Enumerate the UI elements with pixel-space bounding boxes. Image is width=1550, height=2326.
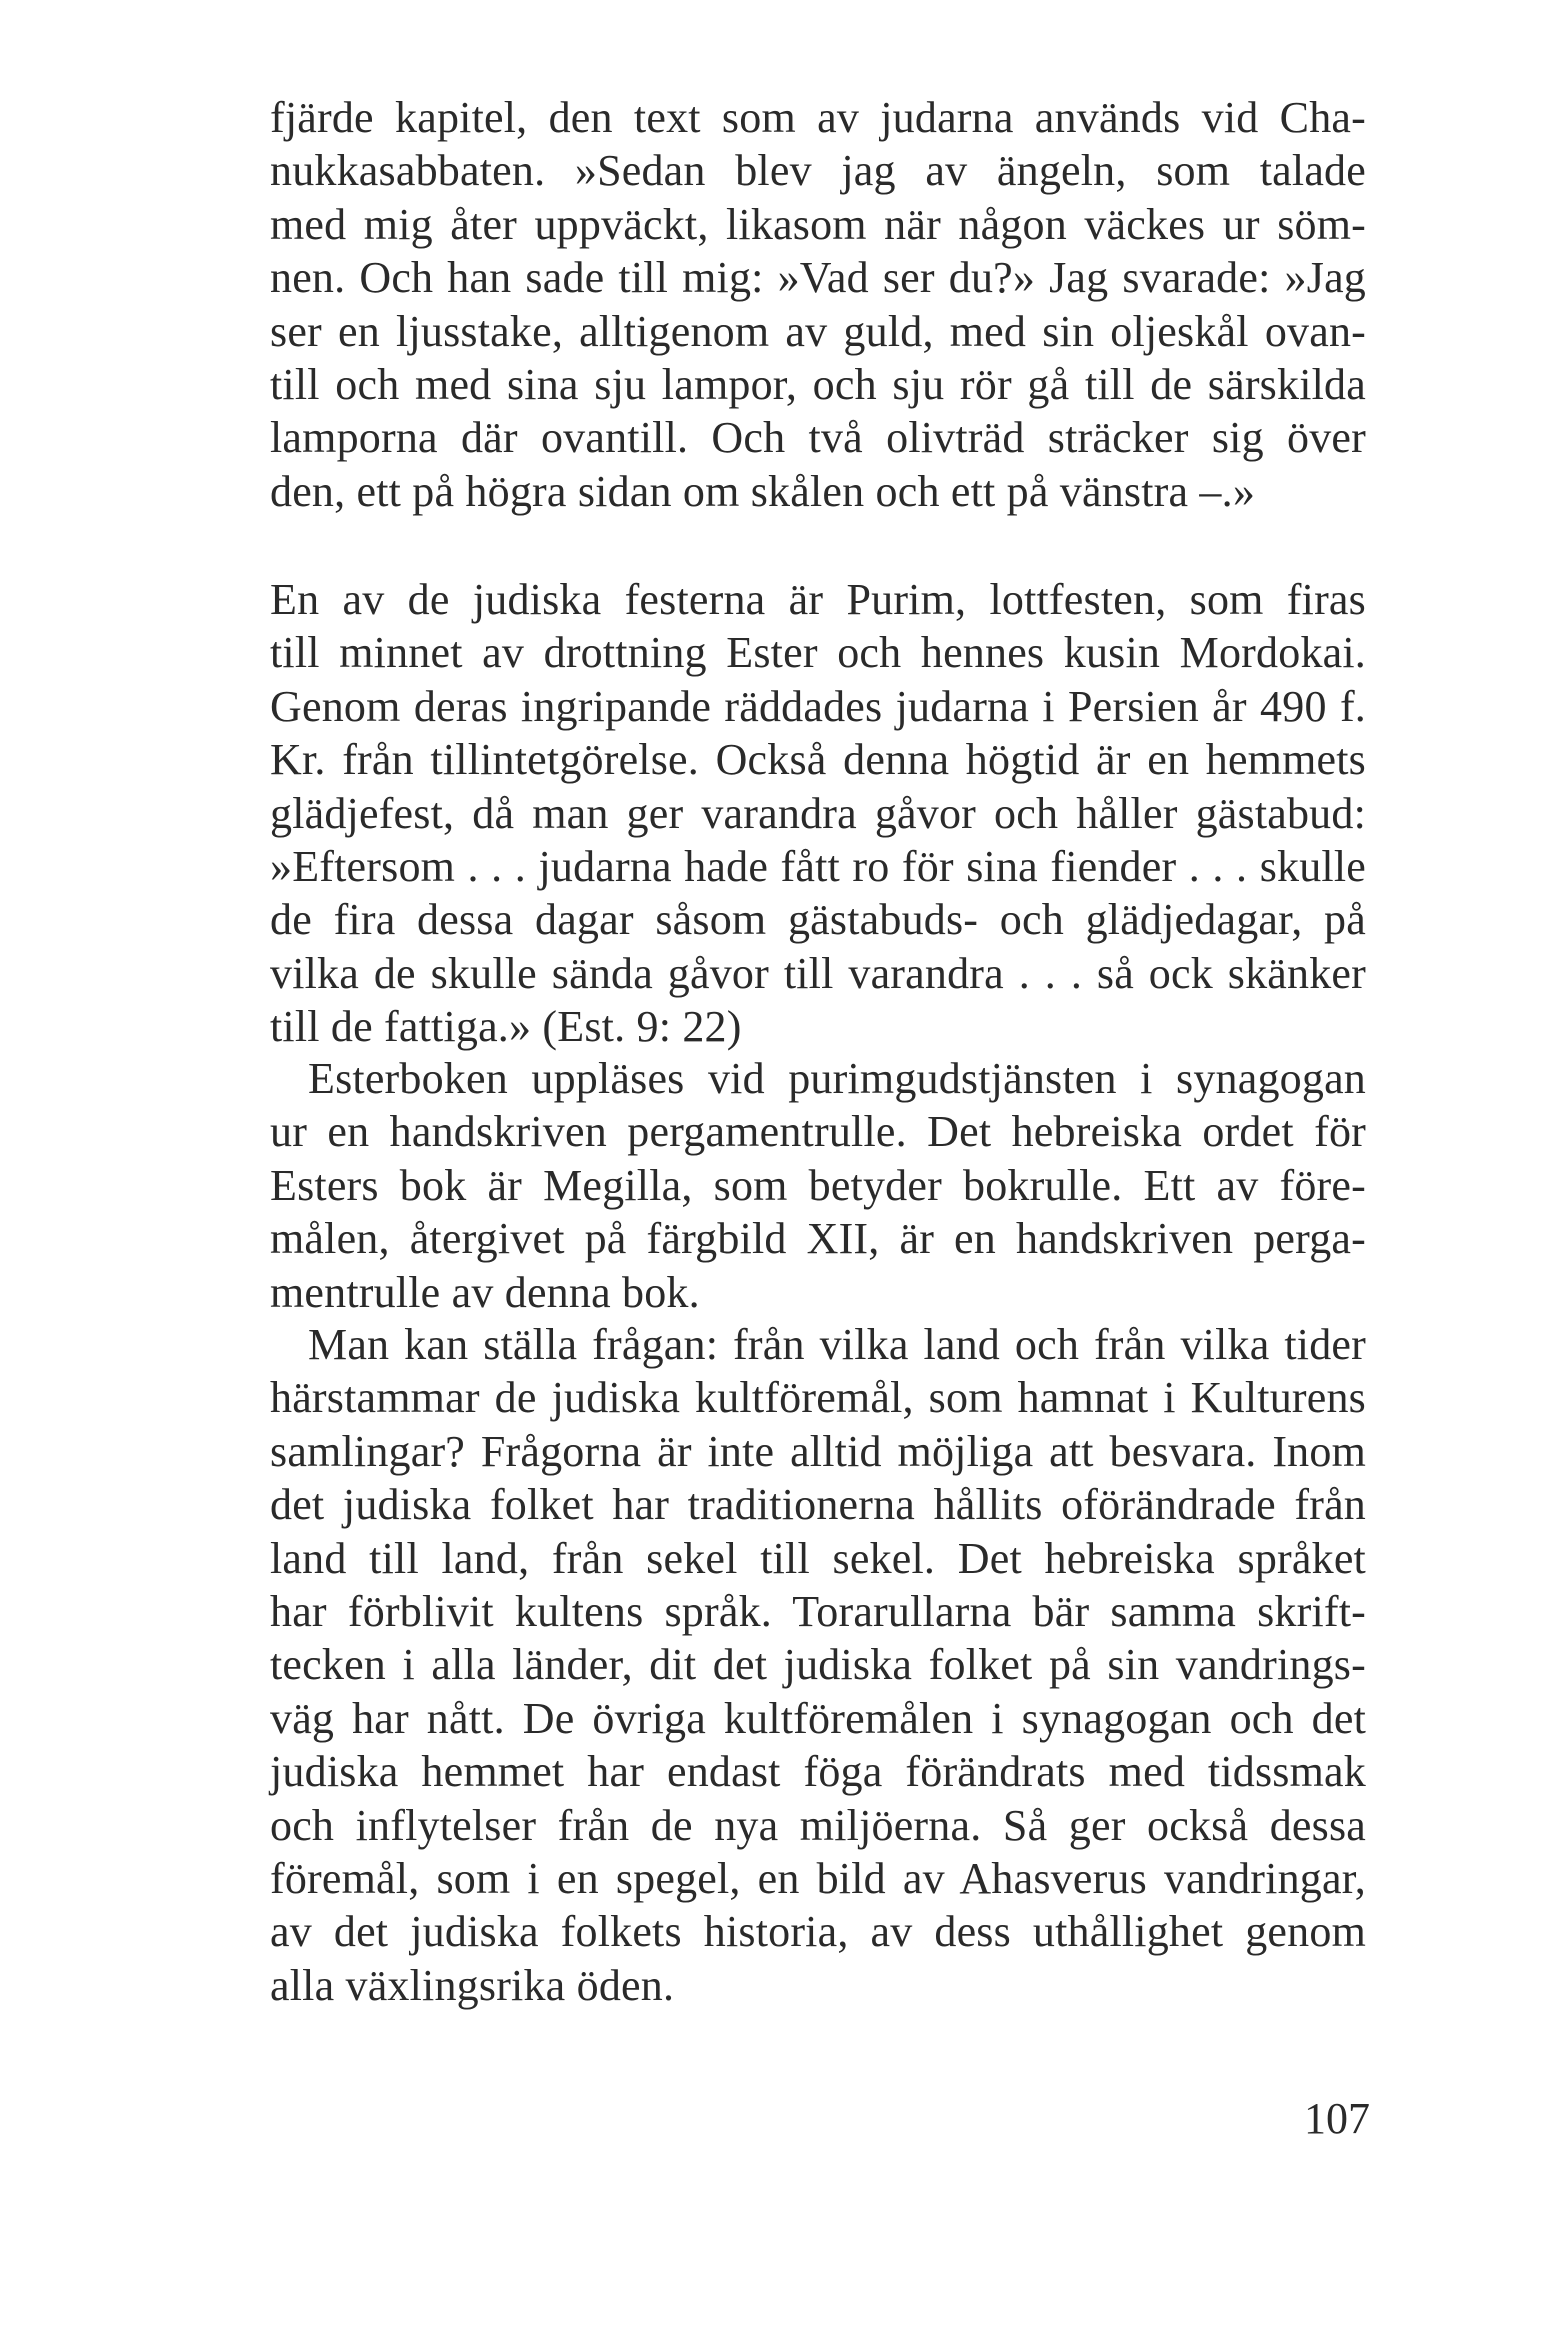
text-line: de fira dessa dagar såsom gästabuds- och glädjedagar, på (270, 895, 1366, 945)
text-line: »Eftersom . . . judarna hade fått ro för sina fiender . . . skulle (270, 841, 1366, 891)
text-line: alla växlingsrika öden. (270, 1960, 675, 2010)
text-line: målen, återgivet på färgbild XII, är en handskriven perga- (270, 1214, 1366, 1264)
text-line: nukkasabbaten. »Sedan blev jag av ängeln, som talade (270, 146, 1366, 196)
text-line: ser en ljusstake, alltigenom av guld, med sin oljeskål ovan- (270, 306, 1366, 356)
text-line: med mig åter uppväckt, likasom när någon väckes ur söm- (270, 199, 1366, 249)
text-line: till minnet av drottning Ester och hennes kusin Mordokai. (270, 628, 1366, 678)
text-line: land till land, från sekel till sekel. Det hebreiska språket (270, 1533, 1366, 1583)
text-line: Esters bok är Megilla, som betyder bokrulle. Ett av före- (270, 1160, 1366, 1210)
text-line: väg har nått. De övriga kultföremålen i synagogan och det (270, 1693, 1366, 1743)
text-line: och inflytelser från de nya miljöerna. Så ger också dessa (270, 1800, 1366, 1850)
text-line: till och med sina sju lampor, och sju rör gå till de särskilda (270, 359, 1366, 409)
text-line: har förblivit kultens språk. Torarullarna bär samma skrift- (270, 1586, 1366, 1636)
text-line: judiska hemmet har endast föga förändrats med tidssmak (270, 1747, 1366, 1797)
text-line: samlingar? Frågorna är inte alltid möjliga att besvara. Inom (270, 1426, 1366, 1476)
text-line: ur en handskriven pergamentrulle. Det hebreiska ordet för (270, 1107, 1366, 1157)
text-line: Esterboken uppläses vid purimgudstjänsten i synagogan (308, 1054, 1366, 1103)
page-number: 107 (1304, 2094, 1370, 2143)
text-line: Kr. från tillintetgörelse. Också denna högtid är en hemmets (270, 735, 1366, 785)
paragraph-2 (270, 573, 1366, 1054)
paragraph-4 (270, 1318, 1366, 2012)
text-line: mentrulle av denna bok. (270, 1267, 700, 1317)
text-line: till de fattiga.» (Est. 9: 22) (270, 1002, 742, 1052)
paragraph-1 (270, 91, 1366, 518)
text-line: En av de judiska festerna är Purim, lottfesten, som firas (270, 575, 1366, 624)
paragraph-3 (270, 1052, 1366, 1319)
text-line: lamporna där ovantill. Och två olivträd sträcker sig över (270, 413, 1366, 463)
text-line: Genom deras ingripande räddades judarna i Persien år 490 f. (270, 681, 1366, 731)
text-line: fjärde kapitel, den text som av judarna används vid Cha- (270, 93, 1366, 142)
text-line: föremål, som i en spegel, en bild av Ahasverus vandringar, (270, 1853, 1366, 1903)
text-line: tecken i alla länder, dit det judiska folket på sin vandrings- (270, 1640, 1366, 1690)
text-line: Man kan ställa frågan: från vilka land och från vilka tider (308, 1320, 1366, 1369)
text-line: det judiska folket har traditionerna hållits oförändrade från (270, 1480, 1366, 1530)
text-line: nen. Och han sade till mig: »Vad ser du?» Jag svarade: »Jag (270, 253, 1366, 303)
text-line: den, ett på högra sidan om skålen och ett på vänstra –.» (270, 466, 1256, 516)
text-line: vilka de skulle sända gåvor till varandra . . . så ock skänker (270, 948, 1366, 998)
text-line: härstammar de judiska kultföremål, som hamnat i Kulturens (270, 1373, 1366, 1423)
text-line: av det judiska folkets historia, av dess uthållighet genom (270, 1907, 1366, 1957)
text-line: glädjefest, då man ger varandra gåvor och håller gästabud: (270, 788, 1366, 838)
